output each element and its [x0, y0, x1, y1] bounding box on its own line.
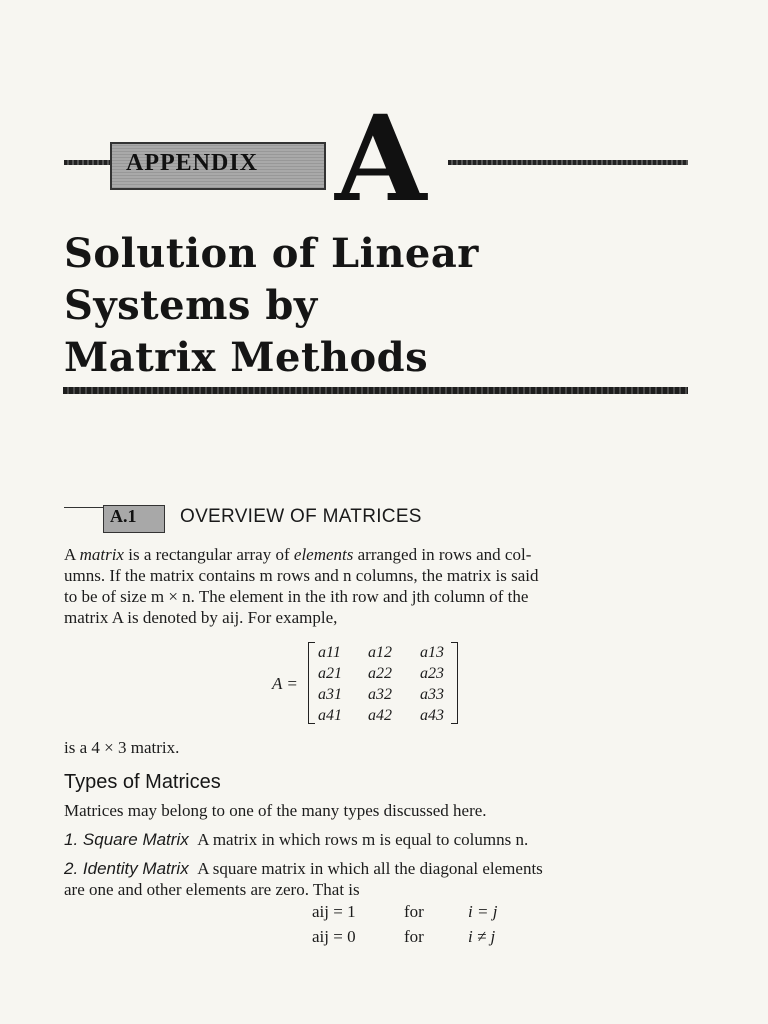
identity-line-1: [64, 858, 692, 879]
intro-line-1: [64, 544, 692, 565]
matrix-cell: a42: [368, 707, 392, 724]
title-line-1: Solution of Linear: [64, 230, 479, 277]
matrix-example: [308, 640, 458, 724]
matrix-cell: a33: [420, 686, 444, 703]
intro-text: arranged in rows and col-: [353, 545, 532, 564]
matrix-label: A =: [272, 674, 298, 693]
section-rule: [64, 507, 104, 508]
item-text-identity: A square matrix in which all the diagonal elements: [197, 859, 543, 878]
matrix-cell: a13: [420, 644, 444, 661]
chapter-title: [64, 228, 684, 384]
matrix-cell: a31: [318, 686, 342, 703]
identity-line-2: are one and other elements are zero. That is: [64, 880, 360, 899]
identity-eq-2-lhs: aij = 0: [312, 927, 356, 946]
term-elements: elements: [293, 545, 354, 564]
matrix-cell: a32: [368, 686, 392, 703]
matrix-bracket-left: [308, 642, 315, 724]
types-heading: Types of Matrices: [64, 771, 221, 793]
type-item-square: [64, 829, 692, 850]
types-intro: Matrices may belong to one of the many types discussed here.: [64, 801, 487, 820]
identity-eq-1-cond: i = j: [468, 902, 498, 921]
intro-line-3: to be of size m × n. The element in the ith row and jth column of the: [64, 587, 529, 606]
intro-text: A: [64, 545, 80, 564]
title-line-3: Matrix Methods: [64, 334, 429, 381]
type-item-identity: [64, 858, 692, 900]
matrix-size-sentence: is a 4 × 3 matrix.: [64, 738, 180, 757]
identity-eq-2-for: for: [404, 927, 424, 946]
item-lead-identity: 2. Identity Matrix: [64, 859, 189, 878]
intro-line-4: matrix A is denoted by aij. For example,: [64, 608, 338, 627]
identity-eq-1-lhs: aij = 1: [312, 902, 356, 921]
header-rule-left: [64, 160, 114, 165]
matrix-cell: a43: [420, 707, 444, 724]
matrix-cell: a11: [318, 644, 341, 661]
header-rule-right: [448, 160, 688, 165]
item-text-square: A matrix in which rows m is equal to columns n.: [197, 830, 529, 849]
intro-paragraph: [64, 544, 692, 628]
identity-eq-1-for: for: [404, 902, 424, 921]
section-heading: OVERVIEW OF MATRICES: [180, 506, 422, 527]
identity-eq-2-cond: i ≠ j: [468, 927, 496, 946]
section-number: A.1: [110, 506, 137, 526]
term-matrix: matrix: [79, 545, 124, 564]
appendix-label: APPENDIX: [126, 150, 258, 176]
matrix-cell: a21: [318, 665, 342, 682]
matrix-cell: a41: [318, 707, 342, 724]
intro-line-2: umns. If the matrix contains m rows and n columns, the matrix is said: [64, 566, 539, 585]
title-rule: [63, 387, 688, 394]
title-line-2: Systems by: [64, 282, 318, 329]
appendix-letter: A: [335, 89, 427, 228]
matrix-cell: a23: [420, 665, 444, 682]
matrix-cell: a22: [368, 665, 392, 682]
item-lead-square: 1. Square Matrix: [64, 830, 189, 849]
matrix-cell: a12: [368, 644, 392, 661]
intro-text: is a rectangular array of: [123, 545, 294, 564]
